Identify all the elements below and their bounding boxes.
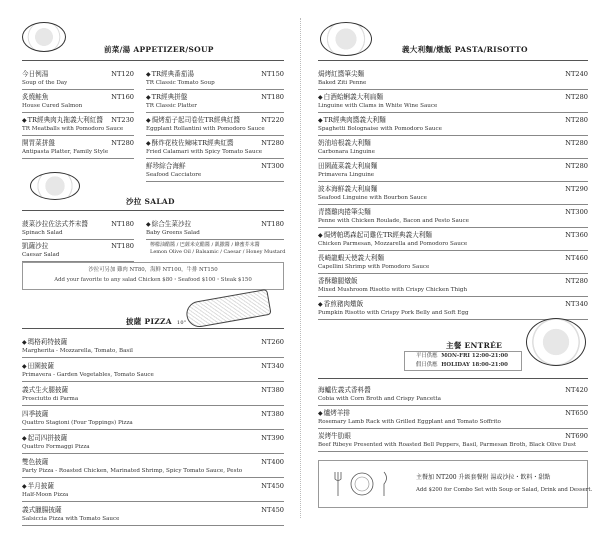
combo-text-zh: 主餐加 NT200 升級套餐附 湯或沙拉・飲料・甜點 <box>416 474 551 481</box>
signature-star-icon: ◆ <box>22 117 27 124</box>
entree-plate-illustration <box>526 318 586 366</box>
right-column <box>304 0 600 535</box>
signature-star-icon: ◆ <box>318 410 323 417</box>
appetizer-item-name-zh: TR經典肉丸拖義大利紅醬 <box>27 116 103 124</box>
pasta-item-name-zh: 白酒蛤蜊義大利扁麵 <box>323 93 383 101</box>
pasta-item-name-en: Spaghetti Bolognaise with Pomodoro Sauce <box>318 126 442 132</box>
pizza-item-price: NT340 <box>261 362 284 370</box>
pizza-item-price: NT390 <box>261 434 284 442</box>
pizza-item-divider <box>22 501 284 502</box>
pizza-item-name-en: Party Pizza - Roasted Chicken, Marinated Shrimp, Spicy Tomato Sauce, Pesto <box>22 468 243 474</box>
signature-star-icon: ◆ <box>22 435 27 442</box>
appetizer-item-price: NT300 <box>261 162 284 170</box>
appetizer-item-name-zh: 鮮珍綜合海鮮 <box>146 162 186 170</box>
pasta-item-name-en: Capellini Shrimp with Pomodoro Sauce <box>318 264 430 270</box>
salad-item-name-en: Spinach Salad <box>22 230 63 236</box>
cutlery-icon <box>332 470 392 498</box>
entree-item-name-en: Cobia with Corn Broth and Crispy Pancetta <box>318 396 441 402</box>
entree-hours-line-1 <box>416 352 508 360</box>
pizza-item-divider <box>22 357 284 358</box>
pizza-item-name-zh: 義式臘腸披薩 <box>22 506 62 514</box>
salad-title: 沙拉 SALAD <box>126 197 175 206</box>
signature-star-icon: ◆ <box>146 140 151 147</box>
pizza-item-price: NT400 <box>261 458 284 466</box>
appetizer-item-name-zh: 酥炸花枝佐辣味TR經典紅醬 <box>151 139 234 147</box>
pizza-item-name <box>22 458 48 466</box>
entree-hours-line-2 <box>416 361 508 369</box>
signature-star-icon: ◆ <box>22 363 27 370</box>
pasta-item-price: NT300 <box>565 208 588 216</box>
pizza-item-name-zh: 瑪格莉特披薩 <box>27 338 68 346</box>
pizza-item-price: NT380 <box>261 386 284 394</box>
entree-item-price: NT690 <box>565 432 588 440</box>
pasta-item-name <box>318 162 377 170</box>
appetizer-item-divider <box>146 112 284 113</box>
pizza-rule <box>22 328 284 329</box>
appetizer-item-divider <box>146 89 284 90</box>
appetizer-plate-illustration <box>22 22 66 52</box>
pasta-item-name-en: Primavera Linguine <box>318 172 375 178</box>
entree-item-name-zh: 海鱸佐義式香料醬 <box>318 386 371 394</box>
appetizer-item-name-zh: 開胃菜拼盤 <box>22 139 55 147</box>
column-divider <box>300 18 301 518</box>
salad-item-name-en: Baby Greens Salad <box>146 230 200 236</box>
salad-addon-zh: 沙拉可另加 雞肉 NT80，海鮮 NT100，牛排 NT150 <box>88 267 218 273</box>
pasta-item-name-zh: 焗烤帕瑪森起司雞佐TR經典義大利麵 <box>323 231 432 239</box>
pizza-item-name-zh: 義式生火腿披薩 <box>22 386 69 394</box>
entree-item-price: NT650 <box>565 409 588 417</box>
pasta-item-price: NT280 <box>565 93 588 101</box>
pasta-item-divider <box>318 204 588 205</box>
appetizer-item-divider <box>146 181 284 182</box>
pizza-item-divider <box>22 477 284 478</box>
pasta-item-name-en: Linguine with Clams in White Wine Sauce <box>318 103 438 109</box>
pasta-item-name-zh: 奶油培根義大利麵 <box>318 139 371 147</box>
pasta-item-name-en: Seafood Linguine with Bourbon Sauce <box>318 195 427 201</box>
appetizer-item-name-en: Seafood Cacciatore <box>146 172 202 178</box>
pasta-item-price: NT240 <box>565 70 588 78</box>
salad-item-divider <box>146 239 284 240</box>
pizza-item-divider <box>22 405 284 406</box>
pizza-item-name-en: Salsiccia Pizza with Tomato Sauce <box>22 516 120 522</box>
pasta-item-name-en: Carbonara Linguine <box>318 149 375 155</box>
entree-item-name <box>318 409 350 418</box>
appetizer-item-divider <box>22 112 134 113</box>
appetizer-item-name <box>146 116 240 125</box>
entree-item-name-zh: 爐烤羊排 <box>323 409 350 417</box>
pizza-item-divider <box>22 381 284 382</box>
pasta-item-name-zh: 青醬雞肉捲筆尖麵 <box>318 208 371 216</box>
pasta-item-divider <box>318 181 588 182</box>
pasta-item-name-zh: 田園蔬菜義大利扁麵 <box>318 162 378 170</box>
pasta-item-divider <box>318 89 588 90</box>
appetizer-item-price: NT150 <box>261 70 284 78</box>
appetizer-title: 前菜/湯 APPETIZER/SOUP <box>104 45 214 54</box>
appetizer-item-price: NT160 <box>111 93 134 101</box>
pasta-item-price: NT460 <box>565 254 588 262</box>
signature-star-icon: ◆ <box>318 301 323 308</box>
entree-rule <box>318 378 588 379</box>
pasta-item-name-en: Penne with Chicken Roulade, Bacon and Pesto Sauce <box>318 218 469 224</box>
pasta-item-price: NT340 <box>565 300 588 308</box>
appetizer-item-name-en: Antipasta Platter, Family Style <box>22 149 109 155</box>
pizza-item-name <box>22 362 54 371</box>
pasta-item-name <box>318 208 371 216</box>
salad-rule <box>22 210 284 211</box>
signature-star-icon: ◆ <box>146 71 151 78</box>
appetizer-item-name-zh: TR經典番茄湯 <box>151 70 194 78</box>
pizza-item-name-zh: 田園披薩 <box>27 362 54 370</box>
appetizer-item-divider <box>146 158 284 159</box>
salad-dressing-zh: 檸檬油醋醬 / 巴薩米克醋醬 / 凱撒醬 / 蜂蜜芥末醬 <box>150 242 260 248</box>
pasta-item-name <box>318 70 364 78</box>
signature-star-icon: ◆ <box>22 339 27 346</box>
signature-star-icon: ◆ <box>318 94 323 101</box>
appetizer-item-divider <box>22 158 134 159</box>
pizza-item-name-zh: 雙色披薩 <box>22 458 49 466</box>
pasta-item-price: NT280 <box>565 116 588 124</box>
pizza-item-name-en: Primavera - Garden Vegetables, Tomato Sauce <box>22 372 154 378</box>
entree-item-name-en: Beef Ribeye Presented with Roasted Bell Peppers, Basil, Parmesan Broth, Black Olive Dust <box>318 442 577 448</box>
pizza-item-name-zh: 半月披薩 <box>27 482 54 490</box>
pasta-title: 義大利麵/燉飯 PASTA/RISOTTO <box>402 45 528 54</box>
pasta-item-divider <box>318 135 588 136</box>
pasta-item-price: NT280 <box>565 277 588 285</box>
pasta-plate-illustration <box>320 22 372 56</box>
pasta-item-name-zh: 焗烤紅醬筆尖麵 <box>318 70 365 78</box>
pasta-item-divider <box>318 227 588 228</box>
salad-item-price: NT180 <box>111 242 134 250</box>
pasta-item-name-zh: 香酥雞腿燉飯 <box>318 277 358 285</box>
appetizer-item-name <box>22 116 103 125</box>
entree-item-price: NT420 <box>565 386 588 394</box>
appetizer-item-name <box>22 70 48 78</box>
salad-item-price: NT180 <box>261 220 284 228</box>
entree-title: 主餐 ENTRÉE <box>446 341 503 350</box>
pasta-item-name <box>318 277 358 285</box>
pizza-item-name-zh: 四季披薩 <box>22 410 49 418</box>
appetizer-item-divider <box>22 89 134 90</box>
entree-item-name-zh: 炭烤牛肋眼 <box>318 432 351 440</box>
pizza-item-name <box>22 386 68 394</box>
pizza-item-price: NT450 <box>261 482 284 490</box>
appetizer-item-name-en: Eggplant Rollantini with Pomodoro Sauce <box>146 126 265 132</box>
pasta-item-divider <box>318 250 588 251</box>
entree-hours-zh-2: 假日供應 <box>416 362 438 368</box>
pasta-item-name-en: Baked Ziti Penne <box>318 80 367 86</box>
appetizer-rule <box>22 60 284 61</box>
pasta-item-name-zh: TR經典肉醬義大利麵 <box>323 116 386 124</box>
pizza-item-name-en: Quattro Stagioni (Four Toppings) Pizza <box>22 420 133 426</box>
appetizer-item-name <box>146 93 187 102</box>
salad-item-name <box>146 220 191 229</box>
pasta-item-name <box>318 93 383 102</box>
appetizer-item-name-zh: 今日例湯 <box>22 70 49 78</box>
pizza-item-name <box>22 338 67 347</box>
pasta-item-name-en: Pumpkin Risotto with Crispy Pork Belly and Soft Egg <box>318 310 469 316</box>
signature-star-icon: ◆ <box>146 221 151 228</box>
entree-item-name <box>318 386 371 394</box>
salad-plate-illustration <box>30 172 80 200</box>
pasta-item-price: NT290 <box>565 185 588 193</box>
signature-star-icon: ◆ <box>146 117 151 124</box>
salad-item-name <box>22 242 48 250</box>
pizza-item-name <box>22 482 54 491</box>
pasta-item-name <box>318 254 384 262</box>
salad-item-name-zh: 菠菜沙拉佐法式芥末醬 <box>22 220 88 228</box>
pizza-item-price: NT450 <box>261 506 284 514</box>
pizza-item-name-en: Prosciutto di Parma <box>22 396 79 402</box>
appetizer-item-name <box>22 93 48 101</box>
appetizer-item-name-en: Soup of the Day <box>22 80 68 86</box>
appetizer-item-price: NT280 <box>261 139 284 147</box>
appetizer-item-price: NT280 <box>111 139 134 147</box>
pasta-item-name <box>318 116 386 125</box>
signature-star-icon: ◆ <box>22 483 27 490</box>
pasta-item-price: NT360 <box>565 231 588 239</box>
pasta-rule <box>318 60 588 61</box>
salad-item-divider <box>22 239 134 240</box>
entree-item-divider <box>318 428 588 429</box>
salad-item-name-zh: 凱薩沙拉 <box>22 242 49 250</box>
appetizer-item-price: NT230 <box>111 116 134 124</box>
salad-dressing-en: Lemon Olive Oil / Balsamic / Caesar / Honey Mustard <box>150 249 286 255</box>
pizza-item-name <box>22 434 67 443</box>
pizza-size: 10" <box>176 320 187 326</box>
pasta-item-divider <box>318 273 588 274</box>
appetizer-item-name <box>146 162 186 170</box>
appetizer-item-name-en: TR Meatballs with Pomodoro Sauce <box>22 126 124 132</box>
pizza-item-name-en: Quattro Formaggi Pizza <box>22 444 90 450</box>
pizza-title-text: 披薩 PIZZA <box>126 317 172 326</box>
salad-addon-en: Add your favorite to any salad Chicken $80・Seafood $100・Steak $150 <box>54 277 252 283</box>
entree-item-name <box>318 432 351 440</box>
pizza-item-name-en: Half-Moon Pizza <box>22 492 69 498</box>
signature-star-icon: ◆ <box>318 117 323 124</box>
salad-item-name-en: Caesar Salad <box>22 252 60 258</box>
salad-item-name <box>22 220 88 228</box>
appetizer-item-price: NT180 <box>261 93 284 101</box>
pizza-board-illustration <box>184 289 271 329</box>
appetizer-item-name-zh: 焗烤茄子起司卷佐TR經典紅醬 <box>151 116 241 124</box>
appetizer-item-divider <box>22 135 134 136</box>
pizza-title <box>126 316 186 327</box>
pasta-item-name <box>318 231 432 240</box>
entree-item-divider <box>318 451 588 452</box>
appetizer-item-name <box>146 139 234 148</box>
appetizer-item-name-en: Fried Calamari with Spicy Tomato Sauce <box>146 149 263 155</box>
pasta-item-name-en: Mixed Mushroom Risotto with Crispy Chicken Thigh <box>318 287 468 293</box>
salad-item-price: NT180 <box>111 220 134 228</box>
pasta-item-price: NT280 <box>565 162 588 170</box>
pasta-item-name <box>318 300 363 309</box>
appetizer-item-name-zh: 炙燒鮭魚 <box>22 93 49 101</box>
entree-hours-en-2: HOLIDAY 18:00-21:00 <box>441 362 508 368</box>
appetizer-item-name-en: TR Classic Platter <box>146 103 197 109</box>
appetizer-item-name-en: TR Classic Tomato Soup <box>146 80 215 86</box>
pasta-item-divider <box>318 112 588 113</box>
pizza-item-divider <box>22 429 284 430</box>
pizza-item-name-en: Margherita - Mozzarella, Tomato, Basil <box>22 348 133 354</box>
pizza-item-name-zh: 起司四拼披薩 <box>27 434 68 442</box>
appetizer-item-name <box>22 139 55 147</box>
appetizer-item-name <box>146 70 194 79</box>
salad-item-name-zh: 綜合生菜沙拉 <box>151 220 192 228</box>
pasta-item-name-zh: 長崎龍蝦天使義大利麵 <box>318 254 384 262</box>
left-column <box>0 0 296 535</box>
signature-star-icon: ◆ <box>318 232 323 239</box>
pizza-item-divider <box>22 525 284 526</box>
appetizer-item-price: NT220 <box>261 116 284 124</box>
appetizer-item-divider <box>146 135 284 136</box>
entree-item-divider <box>318 405 588 406</box>
entree-hours-zh-1: 平日供應 <box>416 353 438 359</box>
pasta-item-price: NT280 <box>565 139 588 147</box>
pasta-item-name-zh: 香煎豬肉燉飯 <box>323 300 364 308</box>
combo-text-en: Add $200 for Combo Set with Soup or Salad, Drink and Dessert. <box>416 487 593 493</box>
pizza-item-price: NT380 <box>261 410 284 418</box>
pizza-item-name <box>22 410 48 418</box>
pizza-item-price: NT260 <box>261 338 284 346</box>
pasta-item-name-zh: 波本海鮮義大利扁麵 <box>318 185 378 193</box>
appetizer-item-price: NT120 <box>111 70 134 78</box>
entree-hours-en-1: MON-FRI 12:00-21:00 <box>441 353 509 359</box>
pizza-item-name <box>22 506 62 514</box>
pasta-item-name <box>318 185 377 193</box>
signature-star-icon: ◆ <box>146 94 151 101</box>
pasta-item-divider <box>318 158 588 159</box>
pizza-item-divider <box>22 453 284 454</box>
pasta-item-divider <box>318 296 588 297</box>
entree-item-name-en: Rosemary Lamb Rack with Grilled Eggplant and Tomato Soffrito <box>318 419 501 425</box>
appetizer-item-name-zh: TR經典拼盤 <box>151 93 188 101</box>
appetizer-item-name-en: House Cured Salmon <box>22 103 83 109</box>
pasta-item-name <box>318 139 371 147</box>
pasta-item-name-en: Chicken Parmesan, Mozzarella and Pomodoro Sauce <box>318 241 468 247</box>
